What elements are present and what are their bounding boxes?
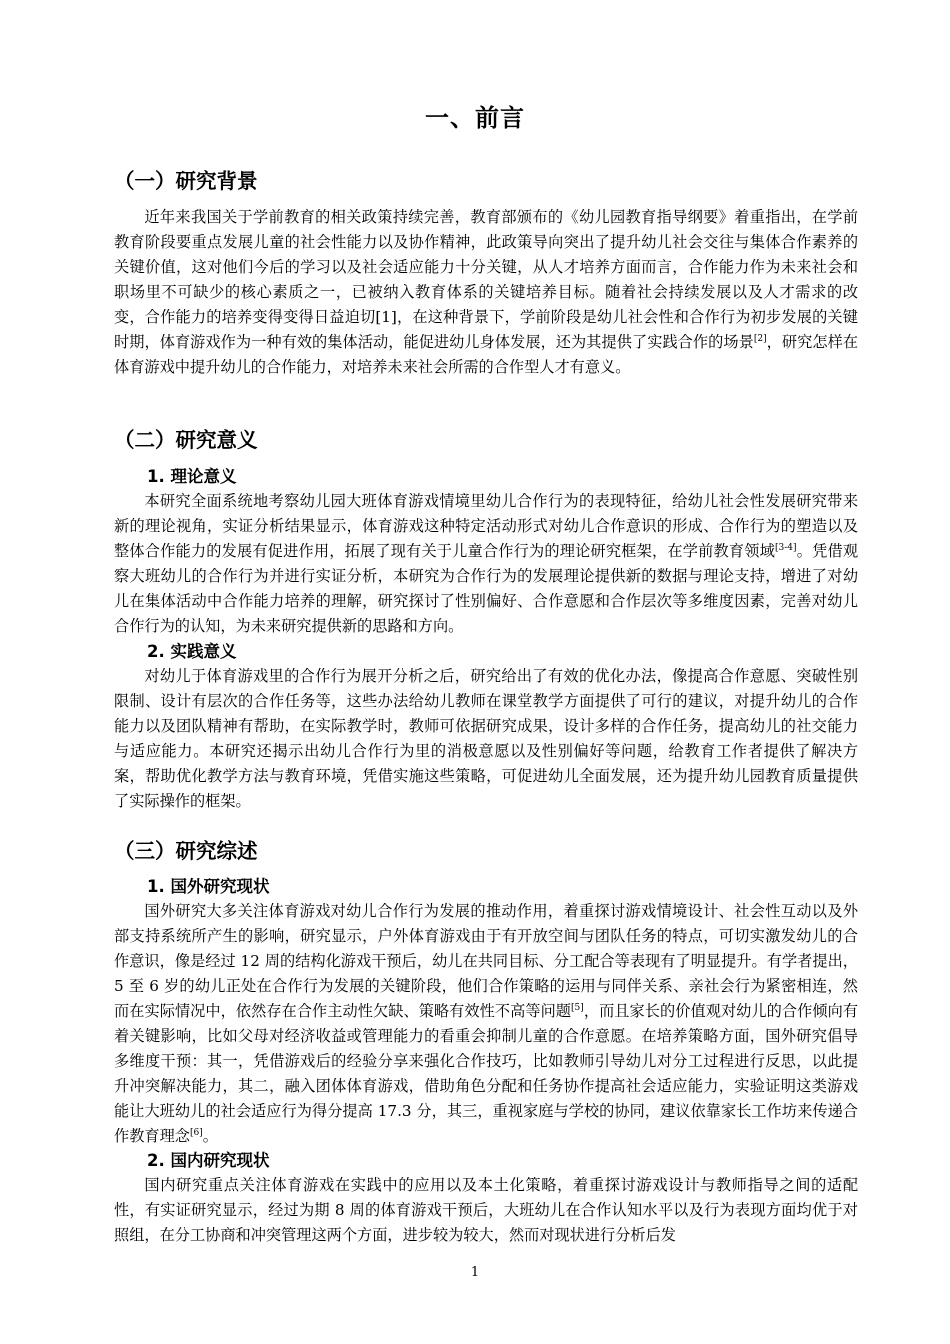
text-run: 本研究全面系统地考察幼儿园大班体育游戏情境里幼儿合作行为的表现特征，给幼儿社会性发展研究带来新的理论视角，实证分析结果显示，体育游戏这种特定活动形式对幼儿合作意识的形成、合作行为的塑造以及整体合作能力的发展有促进作用，拓展了现有关于儿童合作行为的理论研究框架，在学前教育领域: [114, 492, 858, 560]
section-heading-significance: （二）研究意义: [114, 428, 258, 452]
page-title: 一、前言: [425, 104, 525, 132]
subheading-practice: 2. 实践意义: [147, 642, 237, 661]
text-run: ，而且家长的价值观对幼儿的合作倾向有着关键影响，比如父母对经济收益或管理能力的看重会抑制儿童的合作意愿。在培养策略方面，国外研究倡导多维度干预：其一，凭借游戏后的经验分享来强化合作技巧，比如教师引导幼儿对分工过程进行反思，以此提升冲突解决能力，其二，融入团体体育游戏，借助角色分配和任务协作提高社会适应能力，实验证明这类游戏能让大班幼儿的社会适应行为得分提高 17.3 分，其三，重视家庭与学校的协同，建议依靠家长工作坊来传递合作教育理念: [114, 1002, 858, 1145]
subheading-foreign: 1. 国外研究现状: [147, 877, 270, 896]
citation-ref: [2]: [753, 334, 767, 344]
paragraph-background: [114, 205, 858, 380]
paragraph-foreign: [114, 899, 858, 1149]
text-run: 近年来我国关于学前教育的相关政策持续完善，教育部颁布的《幼儿园教育指导纲要》着重指出，在学前教育阶段要重点发展儿童的社会性能力以及协作精神，此政策导向突出了提升幼儿社会交往与集体合作素养的关键价值，这对他们今后的学习以及社会适应能力十分关键，从人才培养方面而言，合作能力作为未来社会和职场里不可缺少的核心素质之一，已被纳入教育体系的关键培养目标。随着社会持续发展以及人才需求的改变，合作能力的培养变得变得日益迫切[1]，在这种背景下，学前阶段是幼儿社会性和合作行为初步发展的关键时期，体育游戏作为一种有效的集体活动，能促进幼儿身体发展，还为其提供了实践合作的场景: [114, 208, 858, 351]
citation-ref: [5]: [571, 1003, 584, 1013]
paragraph-domestic: 国内研究重点关注体育游戏在实践中的应用以及本土化策略，着重探讨游戏设计与教师指导之间的适配性，有实证研究显示，经过为期 8 周的体育游戏干预后，大班幼儿在合作认知水平以及行为表现方面均优于对照组，在分工协商和冲突管理这两个方面，进步较为较大，然而对现状进行分析后发: [114, 1176, 858, 1244]
text-run: ，研究怎样在体育游戏中提升幼儿的合作能力，对培养未来社会所需的合作型人才有意义。: [114, 333, 858, 376]
text-run: 。凭借观察大班幼儿的合作行为并进行实证分析，本研究为合作行为的发展理论提供新的数据与理论支持，增进了对幼儿在集体活动中合作能力培养的理解，研究探讨了性别偏好、合作意愿和合作层次等多维度因素，完善对幼儿合作行为的认知，为未来研究提供新的思路和方向。: [114, 542, 859, 635]
text-run: 。: [202, 1127, 218, 1145]
text-run: 国外研究大多关注体育游戏对幼儿合作行为发展的推动作用，着重探讨游戏情境设计、社会性互动以及外部支持系统所产生的影响，研究显示，户外体育游戏由于有开放空间与团队任务的特点，可切实激发幼儿的合作意识，像是经过 12 周的结构化游戏干预后，幼儿在共同目标、分工配合等表现有了明显提升。有学者提出，5 至 6 岁的幼儿正处在合作行为发展的关键阶段，他们合作策略的运用与同伴关系、亲社会行为紧密相连，然而在实际情况中，依然存在合作主动性欠缺、策略有效性不高等问题: [114, 902, 858, 1020]
citation-ref: [6]: [189, 1128, 203, 1138]
paragraph-practice: 对幼儿于体育游戏里的合作行为展开分析之后，研究给出了有效的优化办法，像提高合作意愿、突破性别限制、设计有层次的合作任务等，这些办法给幼儿教师在课堂教学方面提供了可行的建议，对提升幼儿的合作能力以及团队精神有帮助，在实际教学时，教师可依据研究成果，设计多样的合作任务，提高幼儿的社交能力与适应能力。本研究还揭示出幼儿合作行为里的消极意愿以及性别偏好等问题，给教育工作者提供了解决方案，帮助优化教学方法与教育环境，凭借实施这些策略，可促进幼儿全面发展，还为提升幼儿园教育质量提供了实际操作的框架。: [114, 667, 858, 810]
section-heading-review: （三）研究综述: [114, 839, 258, 863]
subheading-theory: 1. 理论意义: [147, 467, 237, 486]
paragraph-theory: [114, 489, 858, 639]
section-heading-background: （一）研究背景: [114, 169, 258, 193]
citation-ref: [3-4]: [775, 543, 797, 553]
subheading-domestic: 2. 国内研究现状: [147, 1151, 270, 1170]
page-number: 1: [470, 1265, 480, 1280]
